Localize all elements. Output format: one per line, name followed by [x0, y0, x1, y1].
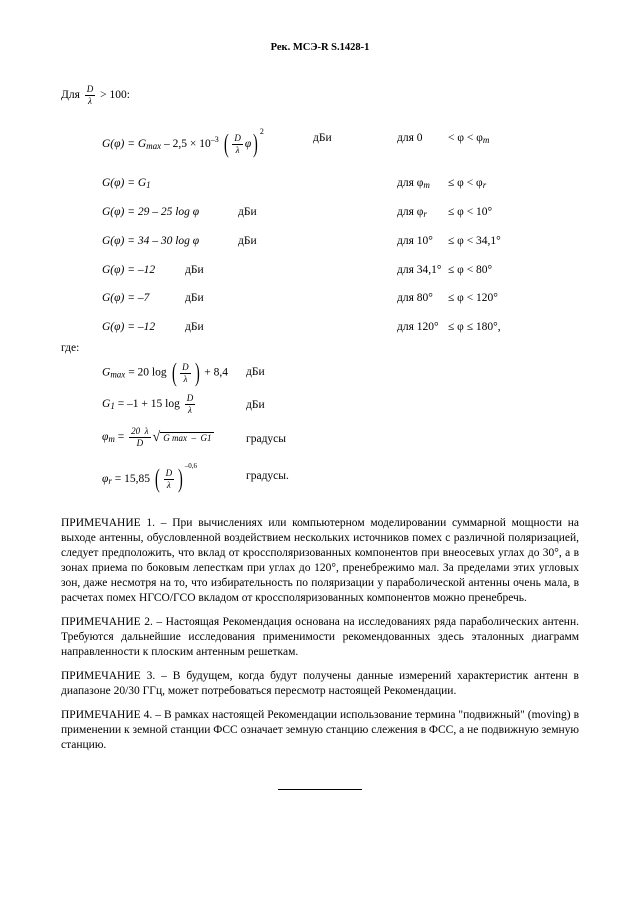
formula-1-square: 2: [259, 127, 264, 136]
def-phim-lhs-sub: m: [108, 434, 115, 445]
def-phir: [102, 462, 197, 492]
formula-4-cond-label: для 10°: [397, 235, 433, 247]
formula-5-cond: ≤ φ < 80°: [448, 264, 493, 276]
def-gmax-frac-num: D: [182, 361, 189, 372]
formula-6-cond: ≤ φ < 120°: [448, 292, 498, 304]
formula-6-cond-label: для 80°: [397, 292, 433, 304]
def-g1: [102, 393, 197, 416]
formula-2-cond: [448, 177, 486, 190]
formula-1-paren-open: (: [223, 129, 229, 159]
def-gmax: [102, 360, 228, 386]
page-header: Рек. МСЭ-R S.1428-1: [270, 42, 370, 53]
note-2: ПРИМЕЧАНИЕ 2. – Настоящая Рекомендация основана на исследованиях ряда параболических антенн. Требуются дальнейшие исследования применимости рекомендованных здесь эталонных диаграмм направленности к плоским антенным решеткам.: [61, 616, 579, 658]
formula-4-unit: дБи: [238, 235, 257, 247]
intro-line: [61, 84, 130, 107]
formula-7-cond: ≤ φ ≤ 180°,: [448, 321, 501, 333]
formula-3-cond: ≤ φ < 10°: [448, 206, 493, 218]
note-3: ПРИМЕЧАНИЕ 3. – В будущем, когда будут получены данные измерений характеристик антенн в диапазоне 20/30 ГГц, может потребоваться пересмотр настоящей Рекомендации.: [61, 670, 579, 697]
formula-5-lhs: G(φ) = –12: [102, 264, 156, 276]
sqrt-radical-icon: √: [152, 429, 161, 445]
formula-2-cond-label-text: для φ: [397, 177, 424, 189]
formula-2-lhs-sub: 1: [146, 180, 151, 190]
formula-6-unit: дБи: [185, 292, 204, 304]
formula-5-cond-label: для 34,1°: [397, 264, 442, 276]
def-phir-fraction: [164, 468, 175, 491]
formula-2-cond-label: [397, 177, 430, 190]
def-g1-lhs: G: [102, 398, 111, 411]
formula-2-cond-rel: ≤ φ < φ: [448, 177, 483, 189]
def-gmax-paren-open: (: [171, 358, 177, 387]
formula-1-frac-den: λ: [235, 144, 240, 155]
formula-2: [102, 177, 151, 190]
def-phir-frac-num: D: [165, 467, 173, 478]
intro-prefix: Для: [61, 89, 80, 102]
def-gmax-frac-den: λ: [183, 373, 188, 384]
formula-3-cond-label: [397, 206, 427, 219]
def-phim-sqrt-body: G max – G1: [160, 432, 214, 443]
intro-suffix: > 100:: [100, 89, 130, 102]
def-gmax-lhs: G: [102, 366, 111, 379]
formula-4-cond: ≤ φ < 34,1°: [448, 235, 501, 247]
def-phim-frac-den: D: [136, 438, 144, 448]
def-phim-mid: =: [114, 431, 128, 444]
formula-2-cond-sub: r: [482, 180, 487, 190]
formula-1-unit: дБи: [313, 132, 332, 144]
def-phir-mid: = 15,85: [111, 473, 153, 485]
def-g1-mid: = –1 + 15 log: [114, 398, 183, 411]
def-phir-exp: –0,6: [184, 462, 197, 470]
def-phir-lhs: φ: [102, 473, 109, 485]
formula-1-cond-label: для 0: [397, 132, 423, 144]
formula-3-unit: дБи: [238, 206, 257, 218]
formula-1-cond-sub: m: [482, 135, 490, 145]
def-g1-fraction: [185, 393, 196, 416]
note-4: ПРИМЕЧАНИЕ 4. – В рамках настоящей Рекомендации использование термина "подвижный" (moving) в применении к земной станции ФСС означает земную станцию слежения в ФСС, а не подвижную земную станцию.: [61, 709, 579, 751]
def-phim-frac-num: 20 λ: [131, 426, 149, 436]
formula-3-lhs: G(φ) = 29 – 25 log φ: [102, 206, 200, 218]
formula-7-cond-label: для 120°: [397, 321, 439, 333]
def-g1-frac-num: D: [186, 393, 194, 403]
intro-fraction: [85, 84, 96, 107]
formula-1-rest: – 2,5 × 10: [161, 138, 211, 150]
def-phir-unit: градусы.: [246, 470, 289, 482]
end-rule: [278, 789, 362, 790]
formula-7-lhs: G(φ) = –12: [102, 321, 156, 333]
formula-1-g: G: [137, 138, 147, 150]
formula-3-cond-label-sub: r: [423, 209, 427, 219]
def-gmax-paren-close: ): [194, 358, 200, 387]
where-label: где:: [61, 342, 80, 354]
formula-1-cond-rel: < φ < φ: [448, 132, 483, 144]
def-g1-unit: дБи: [246, 399, 265, 411]
def-phim-sqrt: [153, 430, 215, 446]
formula-1-phi: φ: [244, 138, 252, 150]
formula-2-lhs: G(φ) = G: [102, 177, 147, 189]
intro-frac-den: λ: [88, 96, 92, 106]
def-gmax-after: + 8,4: [201, 366, 228, 379]
def-g1-frac-den: λ: [188, 405, 192, 415]
formula-1-exp: –3: [210, 135, 219, 144]
formula-5-unit: дБи: [185, 264, 204, 276]
def-gmax-fraction: [180, 362, 191, 385]
intro-frac-num: D: [86, 84, 94, 94]
def-phim: [102, 426, 214, 449]
def-g1-lhs-sub: 1: [110, 401, 115, 412]
note-1: ПРИМЕЧАНИЕ 1. – При вычислениях или компьютерном моделировании суммарной мощности на выходе антенны, обусловленной воздействием нескольких источников помех с различной поляризацией, следует предположить, что вклад от кроссполяризованных компонентов при внеосевых углах до 30°, а в зонах приема по боковым лепесткам при углах до 120°, пренебрежимо мал. За пределами этих угловых зон, даже несмотря на то, что избирательность по поляризации у параболической антенны очень мала, в расчетах помех НГСО/ГСО вкладом от кроссполяризованных компонентов можно пренебречь.: [61, 517, 579, 604]
def-phim-unit: градусы: [246, 433, 287, 445]
formula-1-cond: [448, 132, 489, 145]
def-phim-lhs: φ: [102, 431, 109, 444]
def-phir-paren-close: ): [178, 464, 183, 494]
def-gmax-mid: = 20 log: [125, 366, 170, 379]
formula-1: [102, 127, 264, 157]
formula-1-frac-num: D: [234, 132, 241, 143]
formula-1-g-sub: max: [146, 141, 162, 151]
formula-1-paren-close: ): [253, 129, 258, 159]
formula-1-lhs: G(φ) =: [102, 138, 138, 150]
formula-3-cond-label-text: для φ: [397, 206, 424, 218]
notes-section: [61, 516, 579, 762]
def-phir-frac-den: λ: [166, 479, 171, 490]
def-gmax-lhs-sub: max: [110, 369, 126, 380]
def-phir-lhs-sub: r: [108, 476, 112, 486]
formula-1-fraction: [232, 133, 243, 156]
formula-6-lhs: G(φ) = –7: [102, 292, 150, 304]
formula-4-lhs: G(φ) = 34 – 30 log φ: [102, 235, 200, 247]
formula-2-cond-label-sub: m: [423, 180, 430, 190]
formula-7-unit: дБи: [185, 321, 204, 333]
def-phir-paren-open: (: [154, 464, 160, 494]
def-phim-fraction: [129, 426, 150, 449]
def-gmax-unit: дБи: [246, 366, 265, 378]
